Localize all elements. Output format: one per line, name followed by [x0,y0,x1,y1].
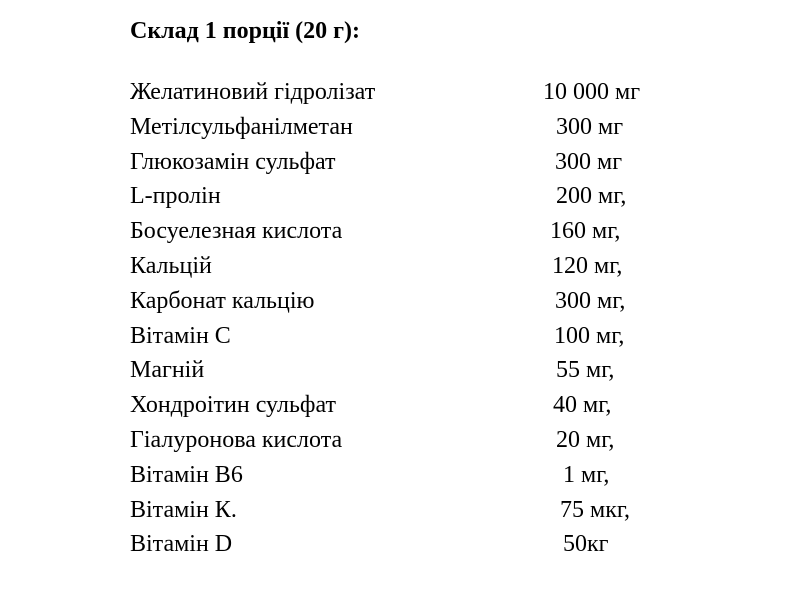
ingredient-name: Магній [130,357,205,384]
ingredient-amount: 55 мг, [556,357,615,384]
ingredient-row [0,179,800,214]
ingredient-name: Желатиновий гідролізат [130,79,376,105]
ingredient-name: Хондроітин сульфат [130,392,336,419]
ingredient-row [0,145,800,180]
ingredient-amount: 120 мг, [552,252,623,279]
ingredient-amount: 1 мг, [563,461,610,488]
ingredient-amount: 20 мг, [556,426,615,453]
ingredient-list [0,75,800,562]
ingredient-name: Глюкозамін сульфат [130,148,336,175]
ingredient-row [0,493,800,528]
ingredient-row [0,75,800,110]
ingredient-amount: 40 мг, [553,392,612,419]
ingredient-amount: 200 мг, [556,183,627,210]
ingredient-row [0,284,800,319]
ingredient-name: Вітамін С [130,322,231,349]
ingredient-name: Метілсульфанілметан [130,113,353,140]
ingredient-row [0,527,800,562]
ingredient-name: Вітамін К. [130,496,237,523]
ingredient-amount: 100 мг, [554,322,625,349]
ingredient-row [0,458,800,493]
ingredient-amount: 10 000 мг [543,79,641,105]
ingredient-name: Вітамін D [130,531,233,558]
ingredient-row [0,249,800,284]
ingredient-amount: 300 мг, [555,287,626,314]
ingredient-row [0,214,800,249]
ingredient-amount: 160 мг, [550,218,621,245]
ingredient-row [0,353,800,388]
ingredient-name: Кальцій [130,252,212,279]
ingredient-amount: 300 мг [555,148,623,175]
ingredient-name: Вітамін В6 [130,461,243,488]
ingredient-amount: 300 мг [556,113,624,140]
ingredient-amount: 75 мкг, [560,496,630,523]
ingredient-name: Карбонат кальцію [130,287,315,314]
composition-heading: Склад 1 порції (20 г): [130,18,360,44]
ingredient-row [0,319,800,354]
ingredient-name: Гіалуронова кислота [130,426,343,453]
ingredient-row [0,423,800,458]
ingredient-name: Босуелезная кислота [130,218,343,245]
ingredient-amount: 50кг [563,531,609,558]
ingredient-row [0,110,800,145]
ingredient-name: L-пролін [130,183,221,210]
ingredient-row [0,388,800,423]
